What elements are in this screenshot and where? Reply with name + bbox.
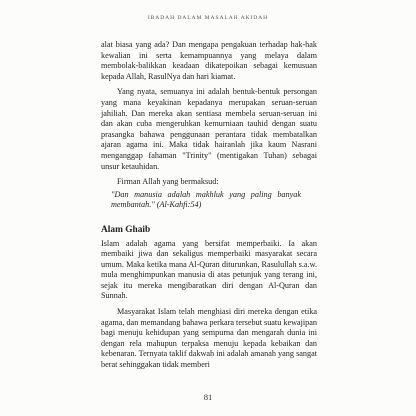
- paragraph-2: Yang nyata, semuanya ini adalah bentuk-bentuk persongan yang mana keyakinan kepadanya merupakan seruan-seruan jahiliah. Dan mereka akan sentiasa membela seruan-seruan ini dan akan cuba mengeruhkan kemurniaan tauhid dengan suatu prasangka bahawa penggunaan perantara tidak membatalkan ajaran agama ini. Maka tidak hairanlah jika kaum Nasrani menganggap fahaman "Trinity" (mentigakan Tuhan) sebagai unsur ketauhidan.: [101, 87, 317, 171]
- quote-reference: (Al-Kahfi:54): [156, 200, 202, 210]
- paragraph-1: alat biasa yang ada? Dan mengapa pengakuan terhadap hak-hak kewalian ini serta kemampuannya yang melaya dalam membolak-balikkan keadaan dikatepoikan sebagai kemusuan kepada Allah, RasulNya dan hari kiamat.: [101, 40, 317, 81]
- quote-text: "Dan manusia adalah makhluk yang paling banyak membantah.": [111, 189, 301, 210]
- running-head: IBADAH DALAM MASALAH AKIDAH: [147, 15, 269, 21]
- page-number: 81: [203, 392, 213, 402]
- quran-quote: [111, 190, 301, 211]
- paragraph-3: Firman Allah yang bermaksud:: [117, 177, 219, 187]
- paragraph-4: Islam adalah agama yang bersifat memperbaiki. Ia akan membaiki jiwa dan sekaligus memperbaiki masyarakat secara umum. Maka ketika mana Al-Quran diturunkan, Rasulullah s.a.w. mula menghimpunkan manusia di atas petunjuk yang terang ini, sejak itu mereka mengibaratkan diri dengan Al-Quran dan Sunnah.: [101, 238, 317, 301]
- body-text: [101, 40, 317, 371]
- section-heading: Alam Ghaib: [101, 224, 151, 235]
- paragraph-5: Masyarakat Islam telah menghiasi diri mereka dengan etika agama, dan memandang bahawa perkara tersebut suatu kewajipan bagi menuju kehidupan yang sempurna dan mengarah dunia ini dengan rela mahupun terpaksa menuju kepada kebaikan dan kebenaran. Ternyata taklif dakwah ini adalah amanah yang sangat berat sehinggakan tidak memberi: [101, 307, 317, 370]
